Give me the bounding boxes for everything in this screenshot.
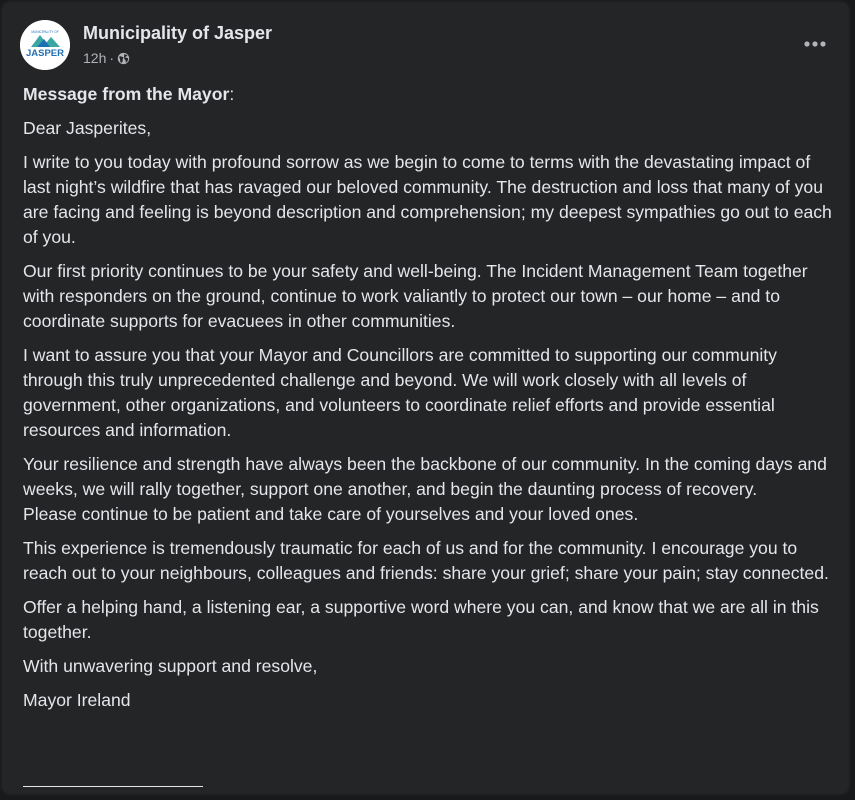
globe-icon[interactable]: [117, 52, 130, 65]
post-paragraph: With unwavering support and resolve,: [23, 656, 318, 676]
post-paragraph: Dear Jasperites,: [23, 118, 152, 138]
post-paragraph: Offer a helping hand, a listening ear, a supportive word where you can, and know that we are all in this together.: [23, 597, 819, 642]
page-avatar[interactable]: [20, 20, 70, 70]
signature-underline: [23, 786, 203, 787]
post-header: [20, 20, 831, 74]
page-name-link[interactable]: Municipality of Jasper: [83, 23, 273, 43]
avatar-small-text: MUNICIPALITY OF: [31, 30, 59, 34]
meta-separator: ·: [109, 50, 115, 66]
more-horizontal-icon: [803, 40, 827, 48]
post-paragraph: This experience is tremendously traumatic for each of us and for the community. I encourage you to reach out to your neighbours, colleagues and friends: share your grief; share your pain; stay connected.: [23, 538, 829, 583]
post-paragraph: I write to you today with profound sorrow as we begin to come to terms with the devastating impact of last night’s wildfire that has ravaged our beloved community. The destruction and loss that many of you are facing and feeling is beyond description and comprehension; my deepest sympathies go out to each of you.: [23, 152, 832, 247]
avatar-text: JASPER: [25, 48, 65, 59]
post-timestamp[interactable]: 12h: [83, 50, 107, 66]
post-signature: Mayor Ireland: [23, 690, 131, 710]
jasper-logo-icon: [20, 20, 70, 70]
more-options-button[interactable]: [797, 26, 833, 62]
post-paragraph: I want to assure you that your Mayor and Councillors are committed to supporting our community through this truly unprecedented challenge and beyond. We will work closely with all levels of government, other organizations, and volunteers to coordinate relief efforts and provide essential resources and information.: [23, 345, 777, 440]
post-paragraph: Your resilience and strength have always been the backbone of our community. In the coming days and weeks, we will rally together, support one another, and begin the daunting process of recovery.: [23, 454, 827, 499]
post-body: [23, 82, 835, 722]
post-heading-bold: Message from the Mayor: [23, 84, 230, 104]
post-meta: [83, 50, 130, 66]
post-paragraph: Please continue to be patient and take care of yourselves and your loved ones.: [23, 504, 639, 524]
post-paragraph: Our first priority continues to be your safety and well-being. The Incident Management Team together with responders on the ground, continue to work valiantly to protect our town – our home – and to coordinate supports for evacuees in other communities.: [23, 261, 808, 331]
post-heading: [23, 82, 835, 107]
post-heading-suffix: :: [229, 84, 235, 104]
